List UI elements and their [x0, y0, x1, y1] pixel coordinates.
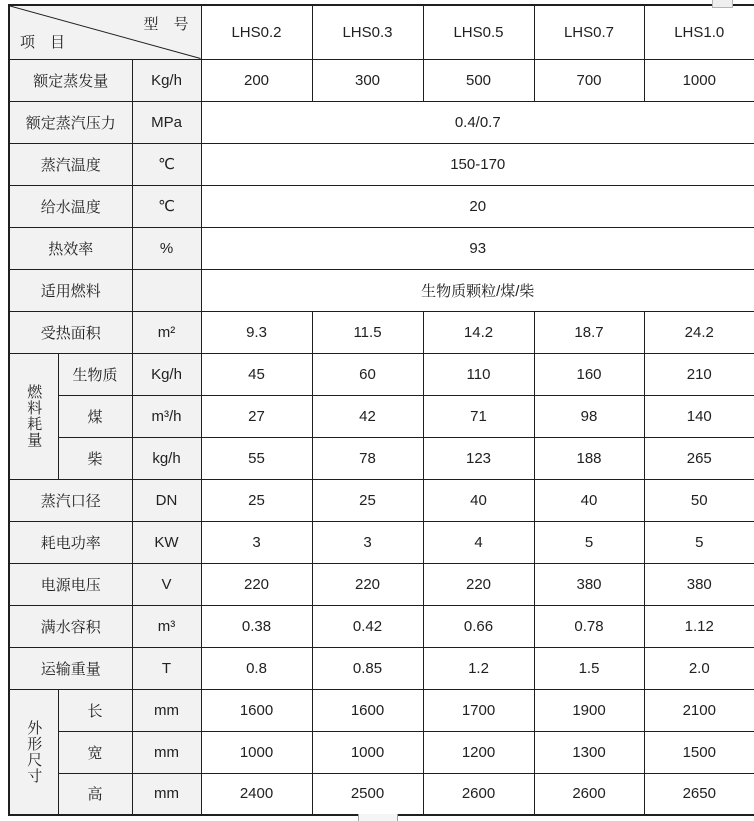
cell-value: 3 [312, 521, 423, 563]
cell-value-merged: 150-170 [201, 143, 754, 185]
table-row [9, 437, 754, 479]
cell-value: 40 [423, 479, 534, 521]
row-label: 煤 [58, 395, 132, 437]
table-row [9, 185, 754, 227]
cell-value: 24.2 [644, 311, 754, 353]
cell-value: 27 [201, 395, 312, 437]
table-row [9, 773, 754, 815]
cell-value: 2600 [423, 773, 534, 815]
cell-value: 3 [201, 521, 312, 563]
row-unit: Kg/h [132, 353, 201, 395]
row-label: 额定蒸汽压力 [9, 101, 132, 143]
cell-value: 1000 [201, 731, 312, 773]
row-unit: DN [132, 479, 201, 521]
row-label: 适用燃料 [9, 269, 132, 311]
row-unit: mm [132, 731, 201, 773]
cell-value: 380 [644, 563, 754, 605]
row-unit: % [132, 227, 201, 269]
table-row [9, 689, 754, 731]
model-header: LHS0.3 [312, 5, 423, 59]
cell-value: 25 [312, 479, 423, 521]
cell-value: 123 [423, 437, 534, 479]
cell-value: 1600 [312, 689, 423, 731]
cell-value: 2100 [644, 689, 754, 731]
cell-value: 2600 [534, 773, 644, 815]
cell-value: 2.0 [644, 647, 754, 689]
table-row [9, 227, 754, 269]
cell-value: 98 [534, 395, 644, 437]
table-row [9, 101, 754, 143]
cell-value: 42 [312, 395, 423, 437]
row-label: 给水温度 [9, 185, 132, 227]
table-row [9, 647, 754, 689]
table-row [9, 353, 754, 395]
table-row [9, 479, 754, 521]
row-unit: mm [132, 689, 201, 731]
table-row [9, 521, 754, 563]
header-row [9, 5, 754, 59]
row-label: 受热面积 [9, 311, 132, 353]
cell-value: 265 [644, 437, 754, 479]
cell-value: 1900 [534, 689, 644, 731]
cell-value: 71 [423, 395, 534, 437]
cell-value: 14.2 [423, 311, 534, 353]
row-label: 蒸汽温度 [9, 143, 132, 185]
cell-value: 4 [423, 521, 534, 563]
cell-value: 0.38 [201, 605, 312, 647]
model-header: LHS0.5 [423, 5, 534, 59]
row-unit: m² [132, 311, 201, 353]
cell-value: 1000 [644, 59, 754, 101]
row-unit: m³/h [132, 395, 201, 437]
row-unit [132, 269, 201, 311]
cell-value: 220 [423, 563, 534, 605]
row-label: 长 [58, 689, 132, 731]
cell-value: 380 [534, 563, 644, 605]
cell-value: 210 [644, 353, 754, 395]
cell-value: 500 [423, 59, 534, 101]
cell-value: 0.78 [534, 605, 644, 647]
row-unit: m³ [132, 605, 201, 647]
cell-value: 1.12 [644, 605, 754, 647]
cell-value: 1000 [312, 731, 423, 773]
spec-table-container [8, 4, 754, 816]
row-label: 热效率 [9, 227, 132, 269]
row-unit: kg/h [132, 437, 201, 479]
row-unit: T [132, 647, 201, 689]
cell-value: 45 [201, 353, 312, 395]
cell-value: 1700 [423, 689, 534, 731]
table-row [9, 59, 754, 101]
table-row [9, 605, 754, 647]
cell-value: 2400 [201, 773, 312, 815]
cell-value: 5 [534, 521, 644, 563]
table-row [9, 731, 754, 773]
cell-value-merged: 93 [201, 227, 754, 269]
row-label: 高 [58, 773, 132, 815]
cell-value: 0.42 [312, 605, 423, 647]
cell-value: 700 [534, 59, 644, 101]
group-label: 燃料耗量 [9, 353, 58, 479]
ui-fragment-top-right [712, 0, 733, 8]
cell-value: 50 [644, 479, 754, 521]
cell-value: 110 [423, 353, 534, 395]
cell-value: 220 [201, 563, 312, 605]
cell-value-merged: 生物质颗粒/煤/柴 [201, 269, 754, 311]
cell-value: 2500 [312, 773, 423, 815]
cell-value: 1600 [201, 689, 312, 731]
cell-value: 300 [312, 59, 423, 101]
corner-header-cell [9, 5, 201, 59]
cell-value: 1300 [534, 731, 644, 773]
row-label: 额定蒸发量 [9, 59, 132, 101]
row-unit: V [132, 563, 201, 605]
cell-value: 2650 [644, 773, 754, 815]
row-label: 柴 [58, 437, 132, 479]
cell-value: 1500 [644, 731, 754, 773]
cell-value: 188 [534, 437, 644, 479]
cell-value: 55 [201, 437, 312, 479]
table-row [9, 563, 754, 605]
row-label: 生物质 [58, 353, 132, 395]
row-label: 宽 [58, 731, 132, 773]
cell-value: 9.3 [201, 311, 312, 353]
cell-value: 140 [644, 395, 754, 437]
row-label: 耗电功率 [9, 521, 132, 563]
model-header: LHS0.7 [534, 5, 644, 59]
table-row [9, 143, 754, 185]
model-header: LHS1.0 [644, 5, 754, 59]
cell-value: 220 [312, 563, 423, 605]
cell-value: 1.5 [534, 647, 644, 689]
table-row [9, 311, 754, 353]
cell-value: 0.85 [312, 647, 423, 689]
row-label: 满水容积 [9, 605, 132, 647]
cell-value: 0.8 [201, 647, 312, 689]
row-label: 蒸汽口径 [9, 479, 132, 521]
cell-value: 200 [201, 59, 312, 101]
row-label: 运输重量 [9, 647, 132, 689]
table-row [9, 269, 754, 311]
cell-value: 78 [312, 437, 423, 479]
cell-value-merged: 20 [201, 185, 754, 227]
cell-value: 18.7 [534, 311, 644, 353]
row-unit: KW [132, 521, 201, 563]
cell-value: 0.66 [423, 605, 534, 647]
cell-value: 5 [644, 521, 754, 563]
group-label: 外形尺寸 [9, 689, 58, 815]
row-unit: mm [132, 773, 201, 815]
cell-value: 11.5 [312, 311, 423, 353]
cell-value: 25 [201, 479, 312, 521]
cell-value-merged: 0.4/0.7 [201, 101, 754, 143]
cell-value: 60 [312, 353, 423, 395]
model-header: LHS0.2 [201, 5, 312, 59]
row-unit: ℃ [132, 185, 201, 227]
row-unit: MPa [132, 101, 201, 143]
row-unit: Kg/h [132, 59, 201, 101]
row-label: 电源电压 [9, 563, 132, 605]
cell-value: 160 [534, 353, 644, 395]
table-row [9, 395, 754, 437]
cell-value: 1200 [423, 731, 534, 773]
cell-value: 1.2 [423, 647, 534, 689]
corner-label-item: 项 目 [20, 33, 66, 51]
row-unit: ℃ [132, 143, 201, 185]
cell-value: 40 [534, 479, 644, 521]
corner-label-model: 型 号 [143, 16, 189, 33]
boiler-spec-table [8, 4, 754, 816]
ui-fragment-bottom [358, 814, 398, 821]
